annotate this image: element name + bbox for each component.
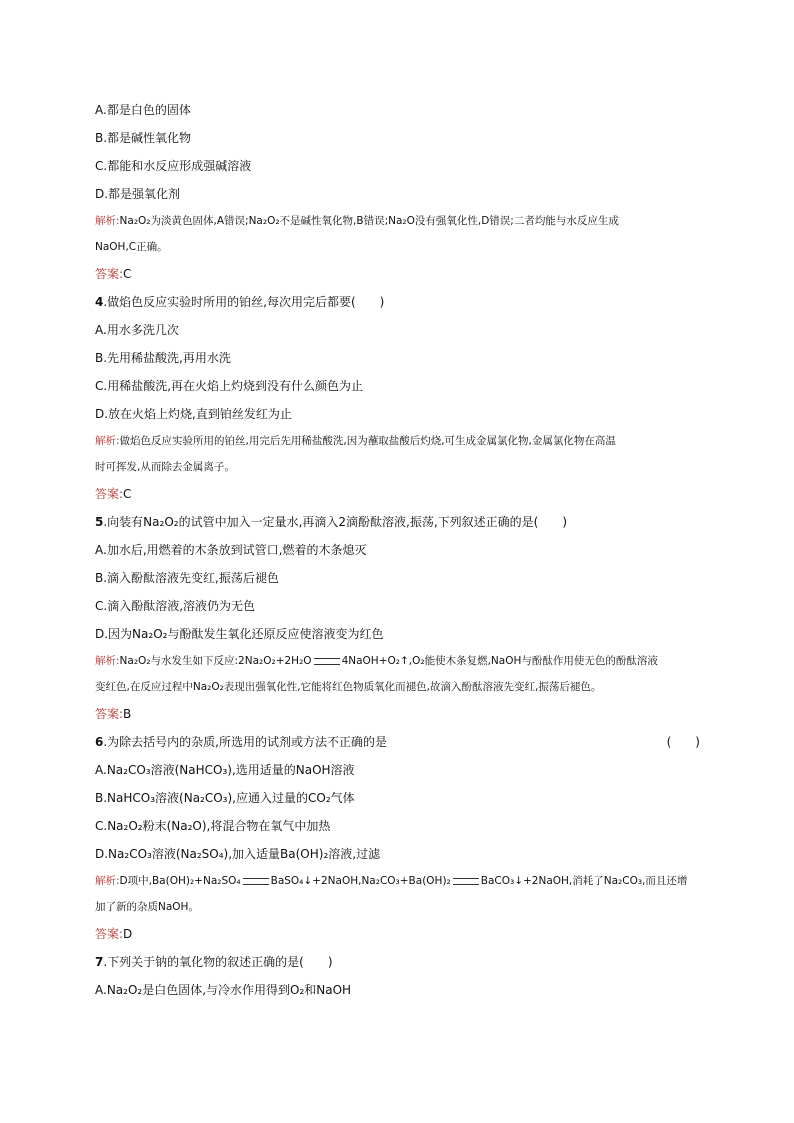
answer-label: 答案: [95, 267, 124, 281]
q6-option-c: C.Na₂O₂粉末(Na₂O),将混合物在氧气中加热 [95, 819, 331, 833]
answer-label: 答案: [95, 707, 124, 721]
analysis-label: 解析: [95, 875, 120, 887]
q4-stem: 4.做焰色反应实验时所用的铂丝,每次用完后都要( ) [95, 295, 385, 309]
q4-option-a: A.用水多洗几次 [95, 323, 179, 337]
q4-option-c: C.用稀盐酸洗,再在火焰上灼烧到没有什么颜色为止 [95, 379, 364, 393]
answer-label: 答案: [95, 487, 124, 501]
q5-analysis-line2: 变红色,在反应过程中Na₂O₂表现出强氧化性,它能将红色物质氧化而褪色,故滴入酚酞溶液先变红,振荡后褪色。 [95, 681, 602, 693]
q6-option-b: B.NaHCO₃溶液(Na₂CO₃),应通入过量的CO₂气体 [95, 791, 355, 805]
q6-stem: 6.为除去括号内的杂质,所选用的试剂或方法不正确的是 ( ) [95, 728, 700, 756]
q5-option-c: C.滴入酚酞溶液,溶液仍为无色 [95, 599, 256, 613]
equals-sign-icon [453, 878, 479, 885]
equals-sign-icon [243, 878, 269, 885]
q5-option-a: A.加水后,用燃着的木条放到试管口,燃着的木条熄灭 [95, 543, 367, 557]
q3-option-a: A.都是白色的固体 [95, 103, 191, 117]
q6-option-d: D.Na₂CO₃溶液(Na₂SO₄),加入适量Ba(OH)₂溶液,过滤 [95, 847, 381, 861]
q3-analysis-line1: 解析:Na₂O₂为淡黄色固体,A错误;Na₂O₂不是碱性氧化物,B错误;Na₂O没有强氧化性,D错误;二者均能与水反应生成 [95, 215, 619, 227]
q6-analysis-line1: 解析:D项中,Ba(OH)₂+Na₂SO₄ BaSO₄↓+2NaOH,Na₂CO₃+Ba(OH)₂ BaCO₃↓+2NaOH,消耗了Na₂CO₃,而且还增 [95, 875, 688, 887]
answer-paren: ( ) [666, 735, 700, 749]
q7-stem: 7.下列关于钠的氧化物的叙述正确的是( ) [95, 955, 333, 969]
q4-analysis-line2: 时可挥发,从而除去金属离子。 [95, 461, 235, 473]
q3-answer: 答案:C [95, 267, 132, 281]
analysis-label: 解析: [95, 655, 120, 667]
q3-option-b: B.都是碱性氧化物 [95, 131, 192, 145]
q4-answer: 答案:C [95, 487, 132, 501]
q6-option-a: A.Na₂CO₃溶液(NaHCO₃),选用适量的NaOH溶液 [95, 763, 355, 777]
q6-analysis-line2: 加了新的杂质NaOH。 [95, 901, 199, 913]
answer-label: 答案: [95, 927, 124, 941]
analysis-label: 解析: [95, 435, 120, 447]
q5-stem: 5.向装有Na₂O₂的试管中加入一定量水,再滴入2滴酚酞溶液,振荡,下列叙述正确的是( ) [95, 515, 568, 529]
document-page [95, 96, 700, 1004]
q3-analysis-line2: NaOH,C正确。 [95, 241, 168, 253]
q5-answer: 答案:B [95, 707, 132, 721]
q7-option-a: A.Na₂O₂是白色固体,与冷水作用得到O₂和NaOH [95, 983, 352, 997]
q3-option-c: C.都能和水反应形成强碱溶液 [95, 159, 252, 173]
analysis-label: 解析: [95, 215, 120, 227]
equals-sign-icon [314, 658, 340, 665]
q4-option-d: D.放在火焰上灼烧,直到铂丝发红为止 [95, 407, 292, 421]
q3-option-d: D.都是强氧化剂 [95, 187, 181, 201]
q5-option-b: B.滴入酚酞溶液先变红,振荡后褪色 [95, 571, 279, 585]
q4-analysis-line1: 解析:做焰色反应实验所用的铂丝,用完后先用稀盐酸洗,因为蘸取盐酸后灼烧,可生成金属氯化物,金属氯化物在高温 [95, 435, 616, 447]
q5-option-d: D.因为Na₂O₂与酚酞发生氧化还原反应使溶液变为红色 [95, 627, 384, 641]
q5-analysis-line1: 解析:Na₂O₂与水发生如下反应:2Na₂O₂+2H₂O 4NaOH+O₂↑,O₂能使木条复燃,NaOH与酚酞作用使无色的酚酞溶液 [95, 655, 658, 667]
q6-answer: 答案:D [95, 927, 133, 941]
q4-option-b: B.先用稀盐酸洗,再用水洗 [95, 351, 231, 365]
